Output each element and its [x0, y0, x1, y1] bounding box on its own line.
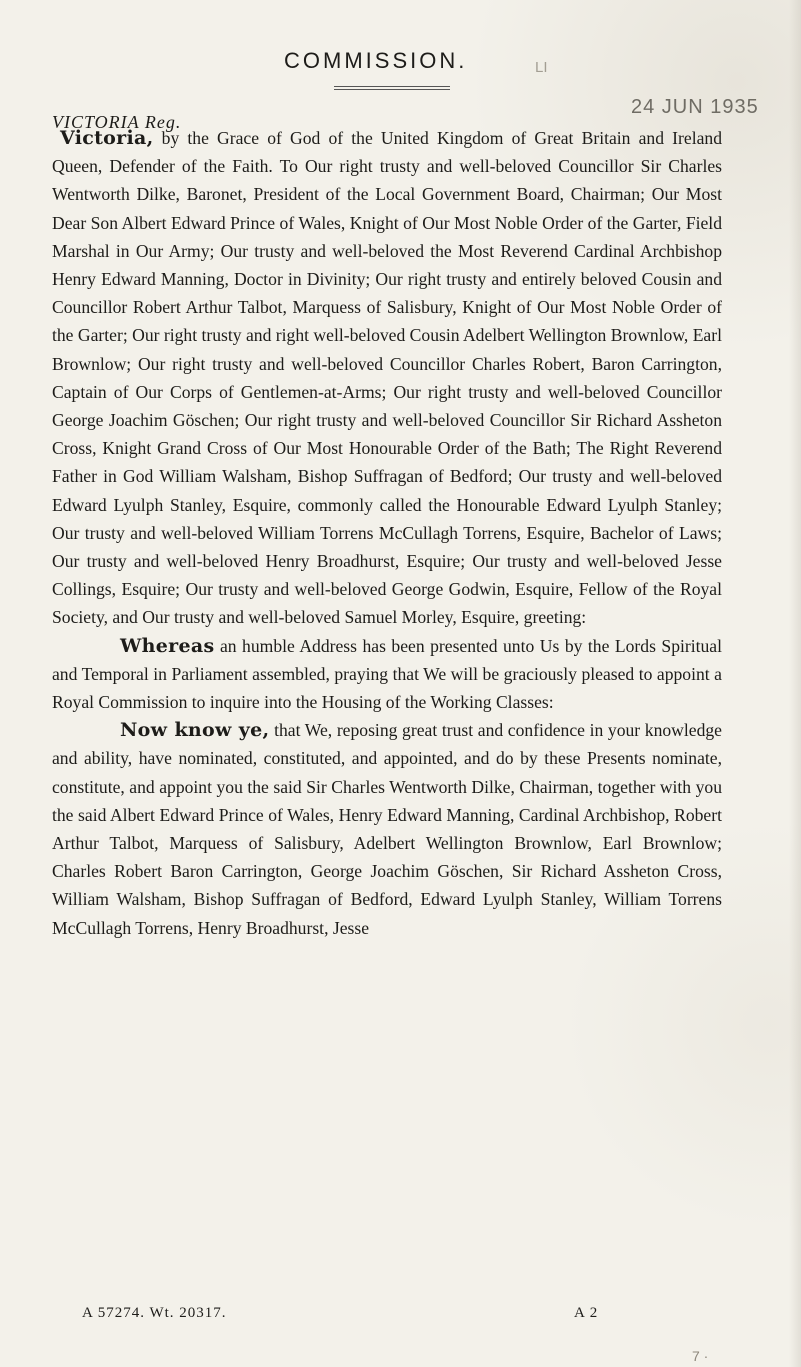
title-rule	[334, 86, 450, 90]
document-header	[52, 0, 773, 132]
stamp-mark: LI	[535, 59, 548, 76]
now-know-ye-word: Now know ye,	[120, 719, 270, 742]
commission-title: COMMISSION.	[284, 48, 468, 73]
whereas-text: an humble Address has been presented unto Us by the Lords Spiritual and Temporal in Parliament assembled, praying that We will be graciously pleased to appoint a Royal Commission to inquire into the Housing of the Working Classes:	[52, 635, 723, 713]
now-know-ye-text: that We, reposing great trust and confidence in your knowledge and ability, have nominated, constituted, and appointed, and do by these Presents nominate, constitute, and appoint you the said Sir Charles Wentworth Dilke, Chairman, together with you the said Albert Edward Prince of Wales, Henry Edward Manning, Cardinal Archbishop, Robert Arthur Talbot, Marquess of Salisbury, Adelbert Wellington Brownlow, Earl Brownlow; Charles Robert Baron Carrington, George Joachim Göschen, Sir Richard Assheton Cross, William Walsham, Bishop Suffragan of Bedford, Edward Lyulph Stanley, William Torrens McCullagh Torrens, Henry Broadhurst, Jesse	[52, 720, 722, 938]
whereas-paragraph	[52, 632, 722, 717]
now-know-ye-paragraph	[52, 716, 722, 942]
royal-sign-manual: VICTORIA Reg.	[52, 112, 182, 132]
opening-text: by the Grace of God of the United Kingdom of Great Britain and Ireland Queen, Defender of the Faith. To Our right trusty and well-beloved Councillor Sir Charles Wentworth Dilke, Baronet, President of the Local Government Board, Chairman; Our Most Dear Son Albert Edward Prince of Wales, Knight of Our Most Noble Order of the Garter, Field Marshal in Our Army; Our trusty and well-beloved the Most Reverend Cardinal Archbishop Henry Edward Manning, Doctor in Divinity; Our right trusty and entirely beloved Cousin and Councillor Robert Arthur Talbot, Marquess of Salisbury, Knight of Our Most Noble Order of the Garter; Our right trusty and right well-beloved Cousin Adelbert Wellington Brownlow, Earl Brownlow; Our right trusty and well-beloved Councillor Charles Robert, Baron Carrington, Captain of Our Corps of Gentlemen-at-Arms; Our right trusty and well-beloved Councillor George Joachim Göschen; Our right trusty and well-beloved Councillor Sir Richard Assheton Cross, Knight Grand Cross of Our Most Honourable Order of the Bath; The Right Reverend Father in God William Walsham, Bishop Suffragan of Bedford; Our trusty and well-beloved Edward Lyulph Stanley, Esquire, commonly called the Honourable Edward Lyulph Stanley; Our trusty and well-beloved William Torrens McCullagh Torrens, Esquire, Bachelor of Laws; Our trusty and well-beloved Henry Broadhurst, Esquire; Our trusty and well-beloved Jesse Collings, Esquire; Our trusty and well-beloved George Godwin, Esquire, Fellow of the Royal Society, and Our trusty and well-beloved Samuel Morley, Esquire, greeting:	[52, 128, 722, 628]
corner-mark: 7 ·	[692, 1348, 709, 1364]
document-body	[52, 124, 722, 942]
date-stamp: 24 JUN 1935	[631, 96, 759, 118]
print-code: A 57274. Wt. 20317.	[82, 1305, 227, 1321]
whereas-word: Whereas	[120, 634, 215, 657]
opening-paragraph	[52, 124, 722, 632]
opening-word: Victoria,	[60, 127, 154, 149]
page-signature: A 2	[574, 1305, 599, 1321]
